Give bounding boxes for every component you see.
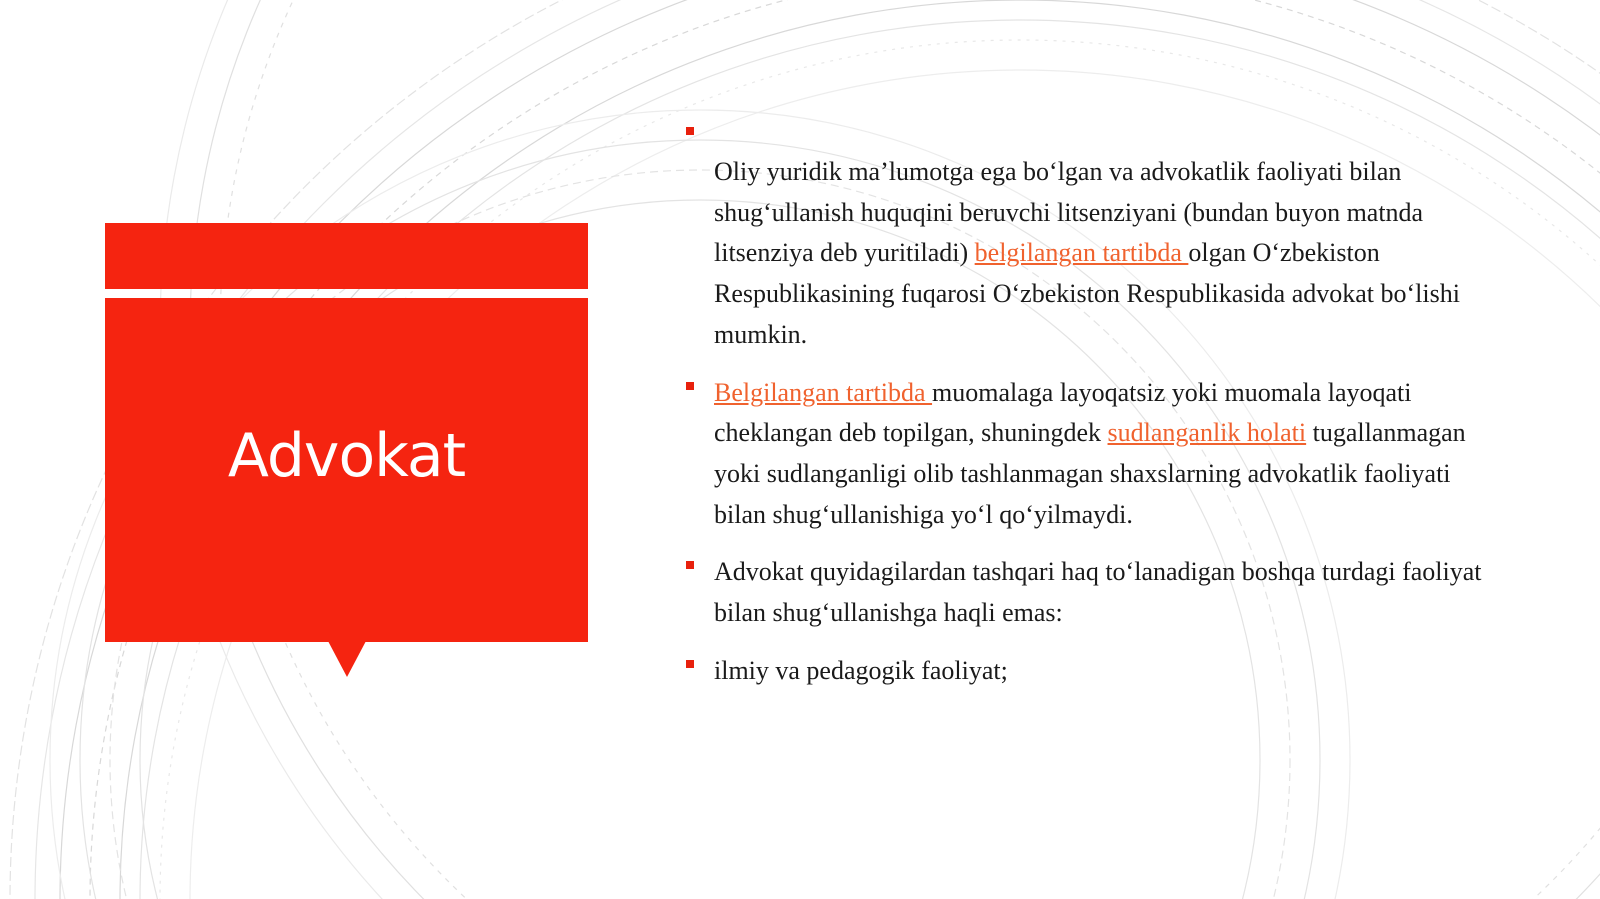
bullet-text-segment: Oliy yuridik ma’lumotga ega bo‘lgan va advokatlik faoliyati bilan shug‘ullanish huquqini beruvchi litsenziyani (bundan buyon matnda litsenziya deb yuritiladi): [714, 157, 1424, 268]
bullet-list: [686, 118, 1486, 708]
bullet-text: [714, 118, 1486, 356]
bullet-text-segment: olgan O‘zbekiston Respublikasining fuqarosi O‘zbekiston Respublikasida advokat bo‘lishi mumkin.: [714, 238, 1460, 349]
bullet-text-segment: ilmiy va pedagogik faoliyat;: [714, 655, 1008, 685]
bullet-square-icon: [686, 561, 694, 569]
bullet-text: [714, 651, 1486, 692]
bullet-square-icon: [686, 660, 694, 668]
bullet-text: [714, 373, 1486, 536]
bullet-item: [686, 552, 1486, 633]
bullet-item: [686, 651, 1486, 692]
link-sudlanganlik-holati[interactable]: sudlanganlik holati: [1107, 418, 1307, 448]
bullet-item: [686, 373, 1486, 536]
bullet-square-icon: [686, 127, 694, 135]
bullet-square-icon: [686, 382, 694, 390]
slide-title: Advokat: [227, 421, 466, 491]
link-belgilangan-tartibda[interactable]: Belgilangan tartibda: [714, 377, 933, 407]
bullet-text: [714, 552, 1486, 633]
title-accent-bar: [105, 223, 588, 289]
title-box-pointer: [328, 641, 366, 677]
link-belgilangan-tartibda[interactable]: belgilangan tartibda: [974, 238, 1189, 268]
bullet-text-segment: muomalaga layoqatsiz yoki muomala layoqati cheklangan deb topilgan, shuningdek: [714, 377, 1412, 448]
bullet-text-segment: tugallanmagan yoki sudlanganligi olib tashlanmagan shaxslarning advokatlik faoliyati bilan shug‘ullanishiga yo‘l qo‘yilmaydi.: [714, 418, 1466, 529]
bullet-text-segment: Advokat quyidagilardan tashqari haq to‘lanadigan boshqa turdagi faoliyat bilan shug‘ullanishga haqli emas:: [714, 557, 1482, 628]
bullet-item: [686, 118, 1486, 356]
